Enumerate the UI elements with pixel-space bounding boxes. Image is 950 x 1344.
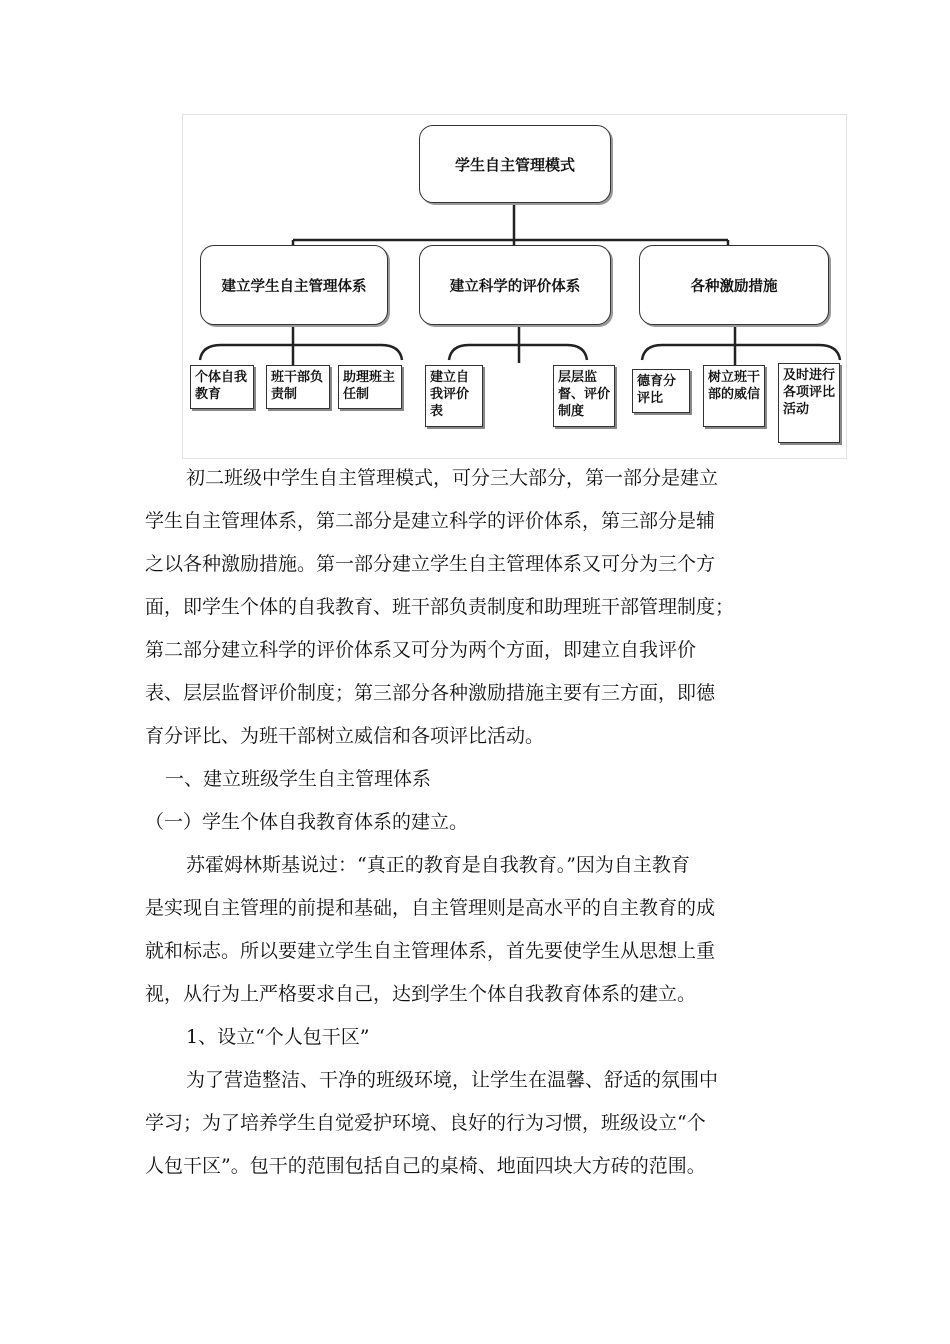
leaf-node-3-3: 及时进行各项评比活动	[778, 363, 840, 443]
paragraph-line: 初二班级中学生自主管理模式，可分三大部分，第一部分是建立	[186, 467, 719, 489]
leaf-node-1-3: 助理班主任制	[338, 365, 402, 409]
paragraph-line: 人包干区”。包干的范围包括自己的桌椅、地面四块大方砖的范围。	[145, 1155, 706, 1177]
leaf-node-1-2: 班干部负责制	[266, 365, 330, 409]
paragraph-line: 学生自主管理体系，第二部分是建立科学的评价体系，第三部分是辅	[145, 510, 716, 532]
paragraph-line: 苏霍姆林斯基说过：“真正的教育是自我教育。”因为自主教育	[186, 854, 690, 876]
paragraph-line: 表、层层监督评价制度；第三部分各种激励措施主要有三方面，即德	[145, 682, 716, 704]
leaf-node-3-1: 德育分评比	[632, 369, 690, 413]
leaf-node-2-1: 建立自我评价表	[425, 365, 483, 427]
paragraph-line: 面，即学生个体的自我教育、班干部负责制度和助理班干部管理制度；	[145, 596, 735, 618]
root-node: 学生自主管理模式	[419, 125, 611, 203]
branch-node-3: 各种激励措施	[639, 245, 829, 325]
paragraph-line: 之以各种激励措施。第一部分建立学生自主管理体系又可分为三个方	[145, 553, 716, 575]
paragraph-line: 第二部分建立科学的评价体系又可分为两个方面，即建立自我评价	[145, 639, 697, 661]
paragraph-line: 视，从行为上严格要求自己，达到学生个体自我教育体系的建立。	[145, 983, 697, 1005]
branch-node-2: 建立科学的评价体系	[419, 245, 611, 325]
leaf-node-2-2: 层层监督、评价制度	[553, 365, 615, 427]
paragraph-line: 为了营造整洁、干净的班级环境，让学生在温馨、舒适的氛围中	[186, 1069, 719, 1091]
section-heading: 一、建立班级学生自主管理体系	[165, 768, 432, 790]
paragraph-line: 就和标志。所以要建立学生自主管理体系，首先要使学生从思想上重	[145, 940, 716, 962]
subsection-heading: （一）学生个体自我教育体系的建立。	[145, 811, 469, 833]
leaf-node-3-2: 树立班干部的威信	[703, 365, 765, 427]
paragraph-line: 育分评比、为班干部树立威信和各项评比活动。	[145, 725, 545, 747]
paragraph-line: 是实现自主管理的前提和基础，自主管理则是高水平的自主教育的成	[145, 897, 716, 919]
branch-node-1: 建立学生自主管理体系	[200, 245, 388, 325]
item-heading: 1、设立“个人包干区”	[186, 1026, 370, 1048]
leaf-node-1-1: 个体自我教育	[190, 365, 254, 409]
paragraph-line: 学习；为了培养学生自觉爱护环境、良好的行为习惯，班级设立“个	[145, 1112, 706, 1134]
